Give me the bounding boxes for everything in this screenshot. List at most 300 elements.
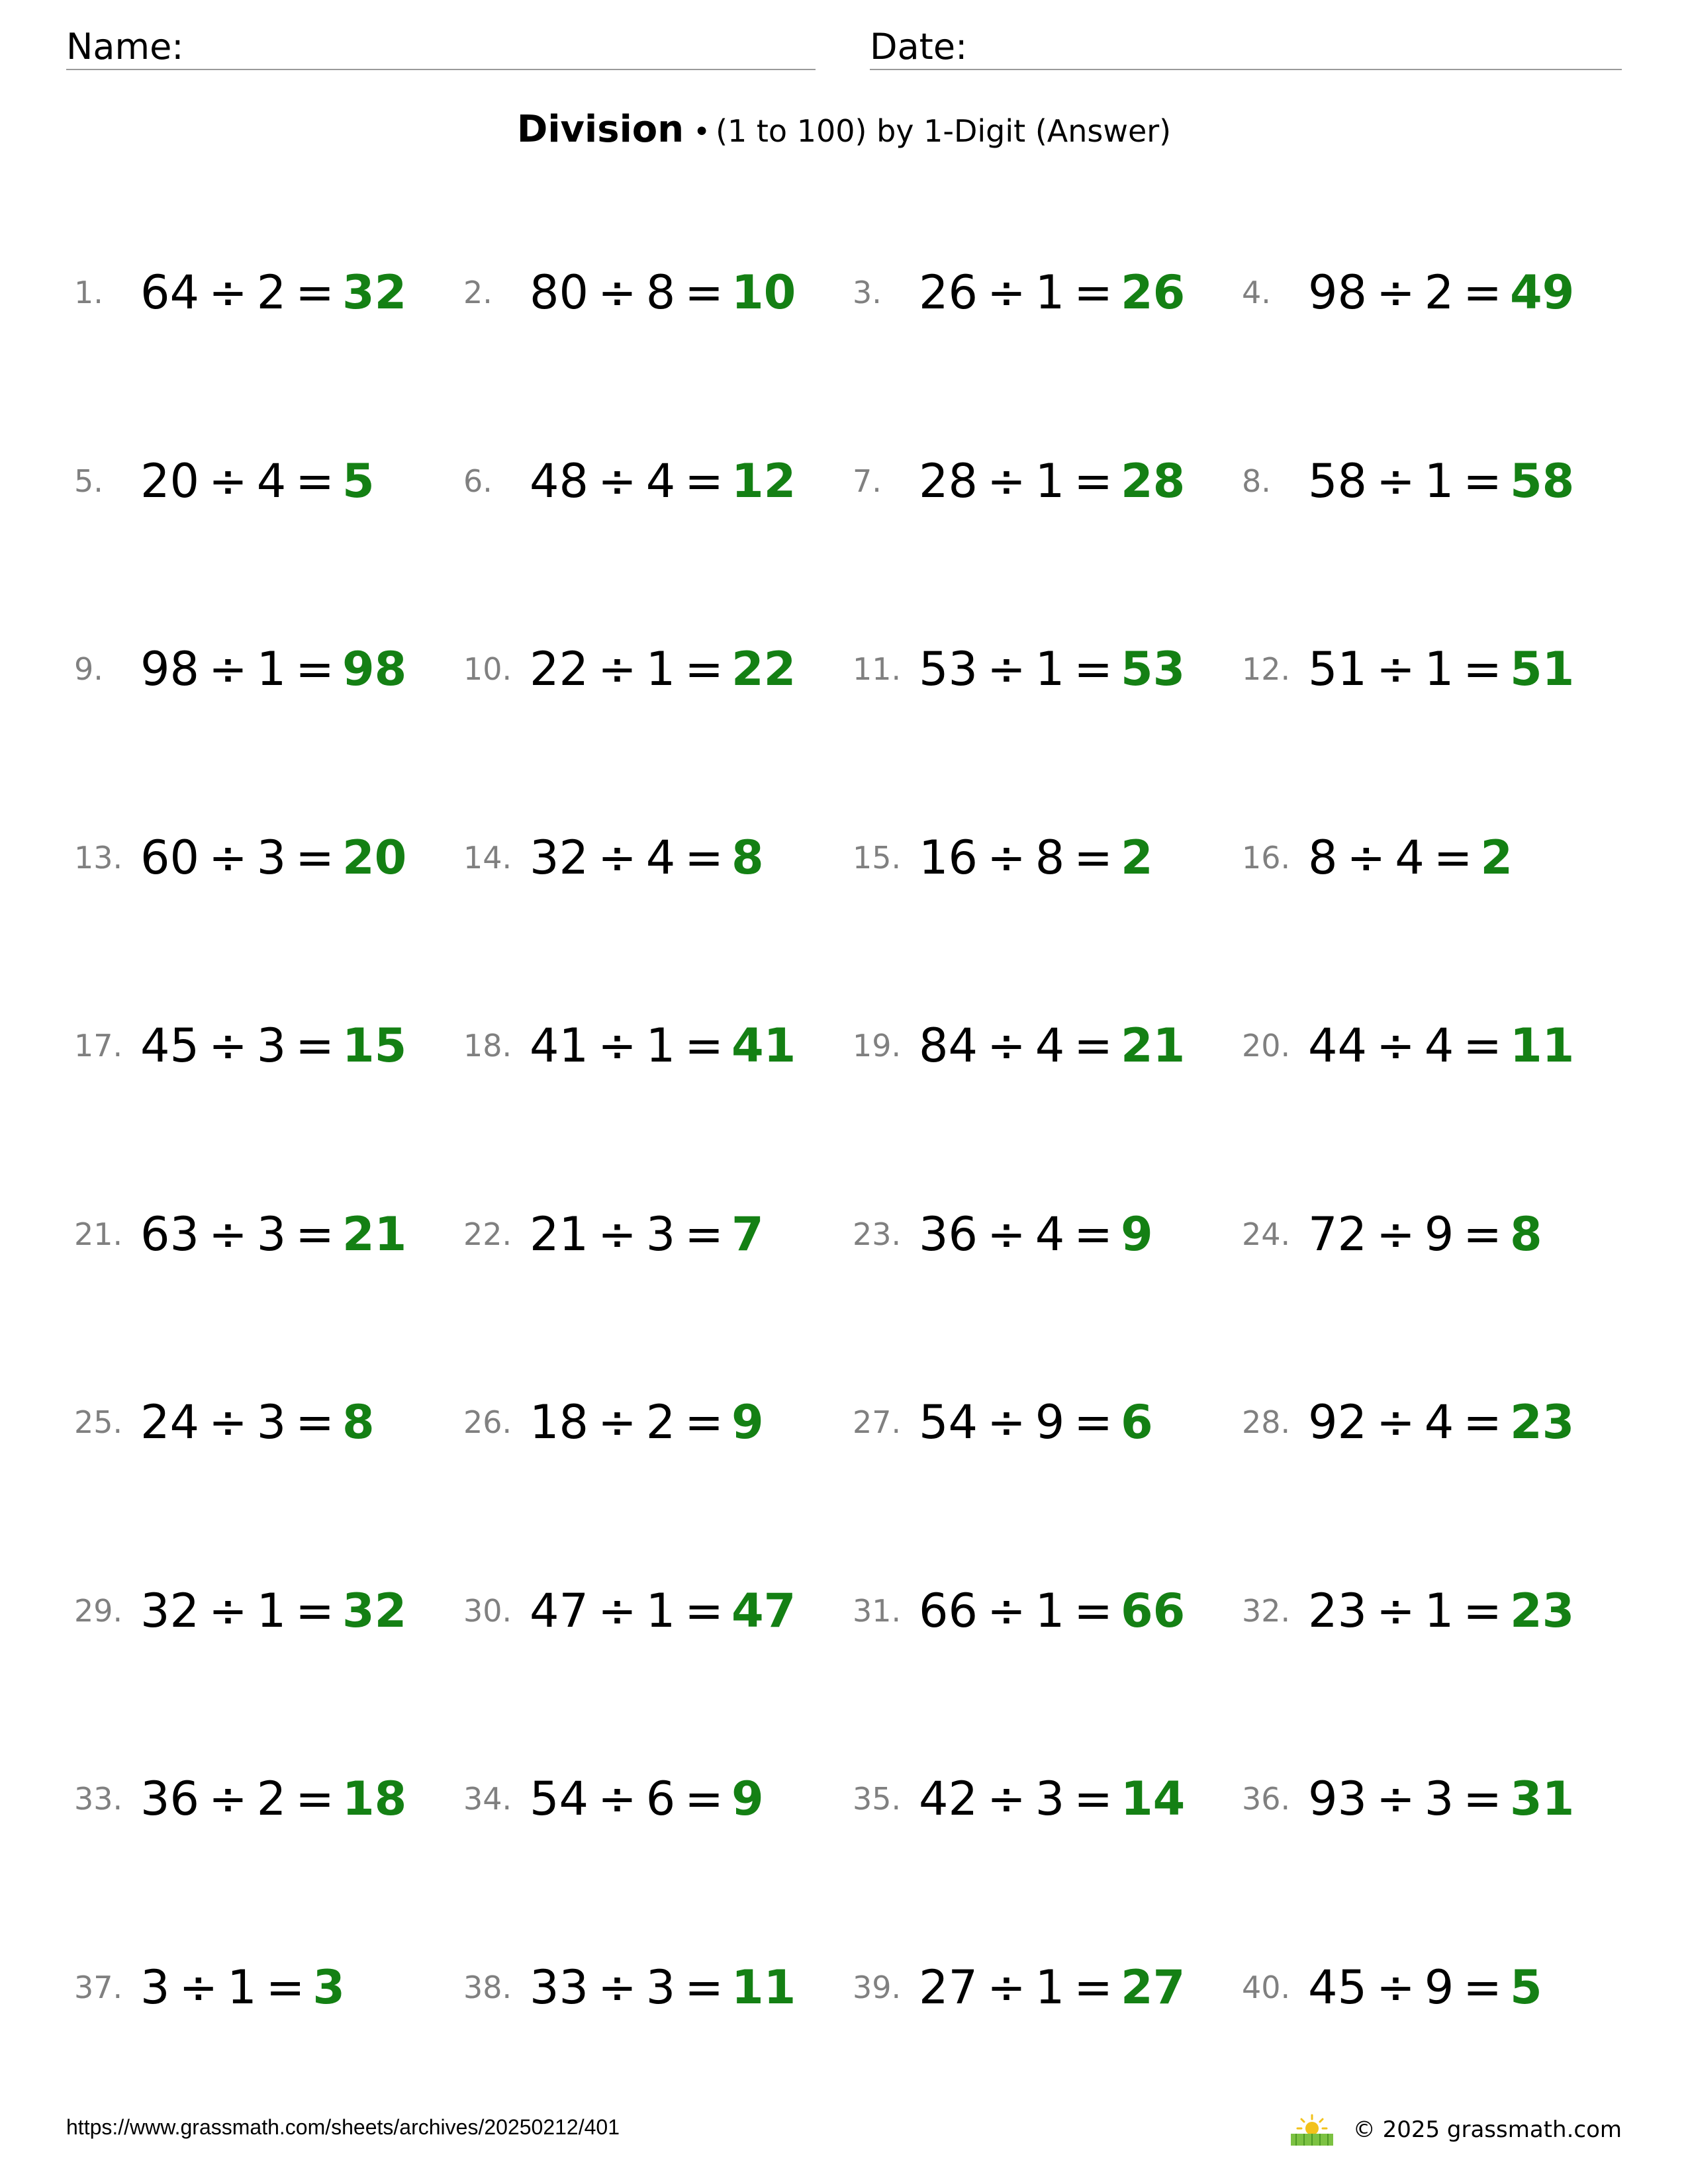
problem-expression [530,261,796,324]
equals-sign: = [295,1207,334,1261]
problem-item [74,1948,458,2027]
divide-sign: ÷ [987,831,1026,885]
equals-sign: = [684,1772,724,1826]
divide-sign: ÷ [209,1019,248,1073]
problem-number: 13. [74,840,123,876]
divide-sign: ÷ [1376,265,1415,320]
problem-number: 1. [74,275,103,310]
divide-sign: ÷ [598,1207,637,1261]
divide-sign: ÷ [598,1395,637,1449]
problem-item [463,441,847,521]
problem-expression [530,449,796,513]
divide-sign: ÷ [987,1960,1026,2015]
divide-sign: ÷ [987,1207,1026,1261]
divide-sign: ÷ [598,642,637,696]
dividend: 33 [530,1960,589,2015]
divisor: 6 [645,1772,676,1826]
divisor: 4 [1035,1019,1065,1073]
problem-number: 39. [853,1970,902,2005]
problem-expression [1308,1203,1542,1266]
answer: 28 [1120,454,1186,508]
divide-sign: ÷ [209,831,248,885]
dividend: 93 [1308,1772,1368,1826]
dividend: 54 [919,1395,978,1449]
dividend: 32 [530,831,589,885]
answer: 6 [1120,1395,1153,1449]
problem-expression [1308,449,1574,513]
divide-sign: ÷ [1346,831,1386,885]
problem-item [74,1571,458,1651]
answer: 20 [342,831,407,885]
divisor: 3 [645,1207,676,1261]
problem-number: 9. [74,651,103,687]
problem-number: 17. [74,1028,123,1064]
dividend: 36 [140,1772,200,1826]
problem-expression [919,637,1185,701]
divide-sign: ÷ [987,1772,1026,1826]
problem-number: 7. [853,463,882,499]
divisor: 8 [1035,831,1065,885]
answer: 5 [342,454,375,508]
divisor: 3 [256,1395,287,1449]
problem-number: 11. [853,651,902,687]
problem-number: 16. [1242,840,1291,876]
problem-number: 5. [74,463,103,499]
divide-sign: ÷ [598,454,637,508]
equals-sign: = [295,1395,334,1449]
equals-sign: = [1463,1395,1502,1449]
problem-number: 27. [853,1404,902,1440]
problem-number: 31. [853,1593,902,1629]
worksheet-title [0,106,1688,162]
answer: 8 [342,1395,375,1449]
equals-sign: = [684,265,724,320]
divide-sign: ÷ [209,1207,248,1261]
problem-item [1242,1571,1626,1651]
answer: 8 [1509,1207,1542,1261]
equals-sign: = [1074,265,1113,320]
answer: 58 [1509,454,1575,508]
title-main: Division [516,108,684,151]
divide-sign: ÷ [1376,642,1415,696]
problem-expression [1308,1579,1574,1643]
problem-expression [140,1014,406,1077]
dividend: 3 [140,1960,170,2015]
problem-expression [140,1956,345,2019]
problem-number: 29. [74,1593,123,1629]
problem-number: 3. [853,275,882,310]
title-subtitle: (1 to 100) by 1-Digit (Answer) [716,113,1172,149]
equals-sign: = [1463,454,1502,508]
divisor: 4 [1424,1019,1454,1073]
dividend: 44 [1308,1019,1368,1073]
divisor: 9 [1424,1207,1454,1261]
problem-item [853,253,1237,332]
problem-number: 10. [463,651,512,687]
problem-number: 8. [1242,463,1271,499]
dividend: 24 [140,1395,200,1449]
dividend: 26 [919,265,978,320]
answer: 9 [731,1395,764,1449]
answer: 3 [312,1960,346,2015]
problem-item [74,253,458,332]
problem-item [74,441,458,521]
answer: 27 [1120,1960,1186,2015]
problem-number: 4. [1242,275,1271,310]
divide-sign: ÷ [598,265,637,320]
dividend: 72 [1308,1207,1368,1261]
answer: 31 [1509,1772,1575,1826]
problem-expression [919,1579,1185,1643]
problem-item [853,818,1237,897]
dividend: 23 [1308,1584,1368,1638]
equals-sign: = [1433,831,1473,885]
equals-sign: = [684,454,724,508]
divide-sign: ÷ [1376,1772,1415,1826]
problem-expression [140,826,406,889]
divide-sign: ÷ [209,1395,248,1449]
problem-number: 18. [463,1028,512,1064]
problem-number: 20. [1242,1028,1291,1064]
problem-number: 33. [74,1781,123,1817]
divide-sign: ÷ [987,265,1026,320]
equals-sign: = [1074,1772,1113,1826]
problem-expression [140,449,375,513]
dividend: 66 [919,1584,978,1638]
divisor: 2 [256,1772,287,1826]
dividend: 42 [919,1772,978,1826]
problem-number: 22. [463,1216,512,1252]
dividend: 63 [140,1207,200,1261]
answer: 15 [342,1019,407,1073]
dividend: 64 [140,265,200,320]
divide-sign: ÷ [1376,1207,1415,1261]
problem-number: 28. [1242,1404,1291,1440]
dividend: 21 [530,1207,589,1261]
divide-sign: ÷ [987,1395,1026,1449]
equals-sign: = [1074,1019,1113,1073]
problem-expression [919,1956,1185,2019]
equals-sign: = [295,642,334,696]
divide-sign: ÷ [987,1019,1026,1073]
divisor: 1 [1035,265,1065,320]
equals-sign: = [1463,1584,1502,1638]
answer: 14 [1120,1772,1186,1826]
divisor: 1 [1424,454,1454,508]
divide-sign: ÷ [209,454,248,508]
answer: 51 [1509,642,1575,696]
dividend: 92 [1308,1395,1368,1449]
problem-item [1242,1195,1626,1274]
problem-item [463,629,847,709]
answer: 11 [731,1960,796,2015]
equals-sign: = [1463,642,1502,696]
divide-sign: ÷ [209,265,248,320]
problem-expression [530,1767,764,1831]
problem-number: 14. [463,840,512,876]
divisor: 4 [1424,1395,1454,1449]
problem-item [853,1006,1237,1085]
problem-item [853,1948,1237,2027]
problem-expression [530,1956,796,2019]
sun-over-grass-icon [1288,2113,1336,2147]
divisor: 1 [645,1019,676,1073]
problem-item [463,818,847,897]
problem-item [74,1006,458,1085]
problem-item [463,1195,847,1274]
problem-number: 24. [1242,1216,1291,1252]
footer-url: https://www.grassmath.com/sheets/archives/20250212/401 [66,2115,620,2139]
dividend: 84 [919,1019,978,1073]
answer: 66 [1120,1584,1186,1638]
problem-expression [919,826,1153,889]
answer: 12 [731,454,796,508]
problem-item [463,1759,847,1839]
problem-number: 32. [1242,1593,1291,1629]
divide-sign: ÷ [987,1584,1026,1638]
answer: 32 [342,265,407,320]
problem-number: 38. [463,1970,512,2005]
problem-expression [1308,261,1574,324]
problem-expression [530,1014,796,1077]
problem-expression [1308,826,1513,889]
answer: 2 [1480,831,1513,885]
divisor: 1 [1035,1960,1065,2015]
divisor: 1 [256,1584,287,1638]
answer: 2 [1120,831,1153,885]
divisor: 1 [227,1960,257,2015]
problem-expression [919,1203,1153,1266]
problem-number: 36. [1242,1781,1291,1817]
problem-item [74,1383,458,1462]
divide-sign: ÷ [598,831,637,885]
problem-expression [530,1390,764,1454]
problem-item [74,818,458,897]
date-label: Date: [870,26,968,68]
problem-item [1242,629,1626,709]
divisor: 4 [645,831,676,885]
problem-expression [140,1390,375,1454]
answer: 21 [1120,1019,1186,1073]
equals-sign: = [684,1960,724,2015]
divide-sign: ÷ [598,1584,637,1638]
date-field[interactable] [870,25,1622,70]
dividend: 47 [530,1584,589,1638]
problem-number: 25. [74,1404,123,1440]
equals-sign: = [1074,1395,1113,1449]
divide-sign: ÷ [209,1584,248,1638]
answer: 23 [1509,1395,1575,1449]
equals-sign: = [1463,1772,1502,1826]
problem-item [853,1383,1237,1462]
answer: 22 [731,642,796,696]
answer: 9 [1120,1207,1153,1261]
divisor: 3 [256,831,287,885]
equals-sign: = [1463,1207,1502,1261]
problem-expression [1308,637,1574,701]
equals-sign: = [295,1019,334,1073]
problem-item [1242,1759,1626,1839]
dividend: 41 [530,1019,589,1073]
problem-item [853,1759,1237,1839]
answer: 10 [731,265,796,320]
equals-sign: = [684,642,724,696]
problem-item [853,441,1237,521]
problem-expression [919,1014,1185,1077]
name-field[interactable] [66,25,816,70]
dividend: 22 [530,642,589,696]
problem-expression [140,1767,406,1831]
dividend: 18 [530,1395,589,1449]
divide-sign: ÷ [1376,454,1415,508]
divide-sign: ÷ [987,642,1026,696]
equals-sign: = [1074,831,1113,885]
problem-number: 6. [463,463,492,499]
divisor: 2 [645,1395,676,1449]
problem-number: 35. [853,1781,902,1817]
equals-sign: = [1074,454,1113,508]
problem-item [1242,441,1626,521]
dividend: 60 [140,831,200,885]
problem-expression [919,261,1185,324]
problem-number: 23. [853,1216,902,1252]
problem-expression [1308,1767,1574,1831]
equals-sign: = [295,831,334,885]
divisor: 3 [645,1960,676,2015]
answer: 8 [731,831,764,885]
divisor: 4 [1035,1207,1065,1261]
divide-sign: ÷ [179,1960,218,2015]
divisor: 1 [256,642,287,696]
problem-item [74,629,458,709]
problem-item [853,1195,1237,1274]
divisor: 1 [1035,454,1065,508]
equals-sign: = [295,454,334,508]
answer: 26 [1120,265,1186,320]
problem-item [463,1948,847,2027]
answer: 32 [342,1584,407,1638]
divide-sign: ÷ [209,1772,248,1826]
divide-sign: ÷ [1376,1019,1415,1073]
problem-number: 34. [463,1781,512,1817]
problem-number: 19. [853,1028,902,1064]
problem-expression [919,1390,1153,1454]
divisor: 3 [1035,1772,1065,1826]
problem-number: 40. [1242,1970,1291,2005]
equals-sign: = [684,1019,724,1073]
name-label: Name: [66,26,184,68]
problem-expression [530,637,796,701]
answer: 47 [731,1584,796,1638]
problem-number: 26. [463,1404,512,1440]
problem-expression [530,826,764,889]
copyright-text: © 2025 grassmath.com [1352,2116,1622,2143]
problem-number: 12. [1242,651,1291,687]
problem-expression [1308,1390,1574,1454]
dividend: 48 [530,454,589,508]
problem-expression [140,1579,406,1643]
dividend: 98 [1308,265,1368,320]
answer: 98 [342,642,407,696]
problem-expression [530,1579,796,1643]
divisor: 9 [1424,1960,1454,2015]
problem-item [853,629,1237,709]
divide-sign: ÷ [209,642,248,696]
equals-sign: = [1463,265,1502,320]
divisor: 1 [645,1584,676,1638]
problem-number: 15. [853,840,902,876]
divisor: 2 [1424,265,1454,320]
divide-sign: ÷ [1376,1395,1415,1449]
problem-item [74,1195,458,1274]
problem-expression [140,1203,406,1266]
problem-expression [530,1203,764,1266]
equals-sign: = [684,1395,724,1449]
answer: 21 [342,1207,407,1261]
answer: 41 [731,1019,796,1073]
problem-expression [1308,1014,1574,1077]
dividend: 54 [530,1772,589,1826]
answer: 11 [1509,1019,1575,1073]
equals-sign: = [684,1584,724,1638]
divisor: 8 [645,265,676,320]
answer: 49 [1509,265,1575,320]
equals-sign: = [1463,1019,1502,1073]
divide-sign: ÷ [598,1960,637,2015]
problem-item [1242,253,1626,332]
dividend: 8 [1308,831,1338,885]
problem-item [1242,1006,1626,1085]
problem-item [74,1759,458,1839]
dividend: 98 [140,642,200,696]
divisor: 1 [1035,1584,1065,1638]
divisor: 1 [1424,1584,1454,1638]
title-separator: • [693,115,711,149]
problem-expression [1308,1956,1542,2019]
problem-item [1242,1948,1626,2027]
divisor: 3 [1424,1772,1454,1826]
problem-expression [919,449,1185,513]
divide-sign: ÷ [598,1019,637,1073]
problem-item [853,1571,1237,1651]
answer: 9 [731,1772,764,1826]
problem-expression [140,261,406,324]
divisor: 4 [256,454,287,508]
divisor: 1 [1035,642,1065,696]
divisor: 3 [256,1207,287,1261]
dividend: 16 [919,831,978,885]
dividend: 80 [530,265,589,320]
problem-item [463,253,847,332]
problem-item [463,1571,847,1651]
problem-number: 30. [463,1593,512,1629]
problem-number: 21. [74,1216,123,1252]
dividend: 28 [919,454,978,508]
dividend: 27 [919,1960,978,2015]
divisor: 9 [1035,1395,1065,1449]
problem-item [463,1006,847,1085]
divide-sign: ÷ [987,454,1026,508]
answer: 18 [342,1772,407,1826]
problem-number: 2. [463,275,492,310]
problem-expression [140,637,406,701]
dividend: 51 [1308,642,1368,696]
equals-sign: = [265,1960,305,2015]
divisor: 3 [256,1019,287,1073]
equals-sign: = [295,1772,334,1826]
equals-sign: = [684,831,724,885]
dividend: 58 [1308,454,1368,508]
